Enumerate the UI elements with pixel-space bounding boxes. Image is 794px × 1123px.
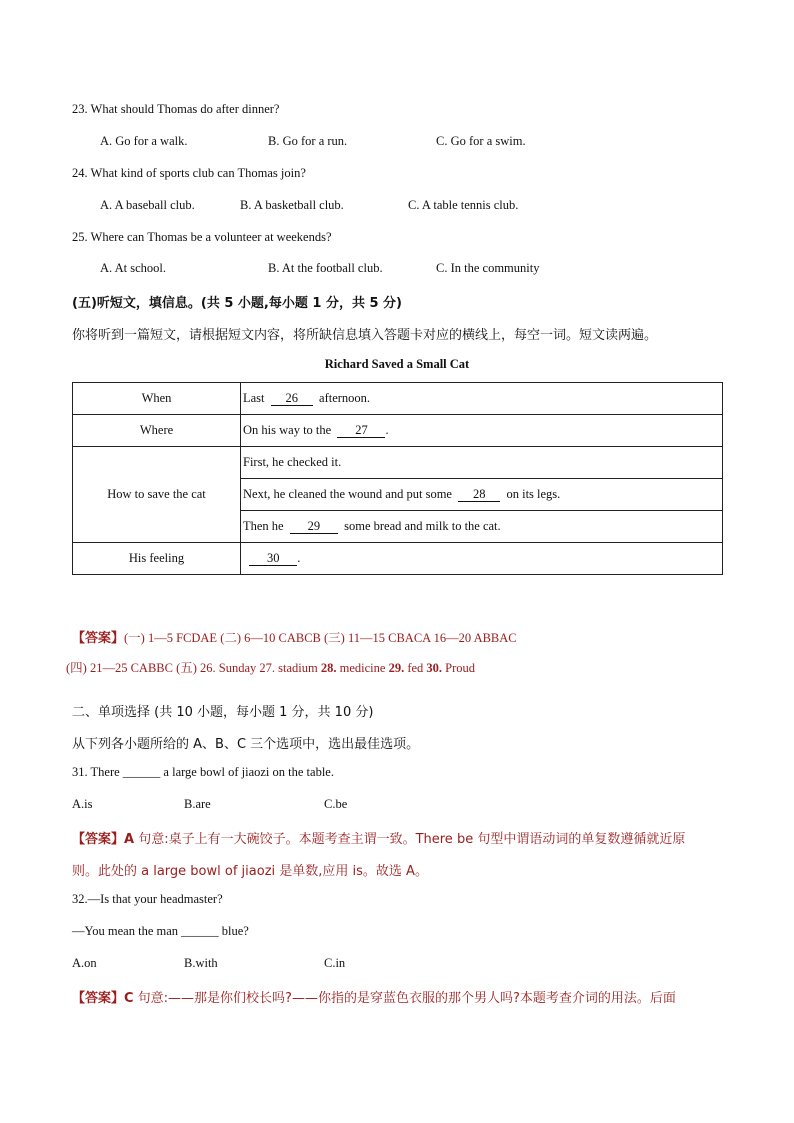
blank-26[interactable]: 26	[271, 392, 313, 406]
q23-option-c: C. Go for a swim.	[436, 134, 526, 148]
answer-tag: 【答案】	[72, 631, 125, 646]
part2-instruction: 从下列各小题所给的 A、B、C 三个选项中，选出最佳选项。	[72, 737, 420, 752]
q23-option-b: B. Go for a run.	[268, 134, 348, 148]
section5-instruction: 你将听到一篇短文，请根据短文内容，将所缺信息填入答题卡对应的横线上，每空一词。短文读两遍。	[72, 328, 658, 343]
info-table	[72, 382, 723, 575]
question-25: 25. Where can Thomas be a volunteer at weekends?	[72, 230, 332, 244]
question-32-line-1: 32.—Is that your headmaster?	[72, 892, 223, 906]
q31-option-b: B.are	[184, 797, 211, 811]
q25-option-a: A. At school.	[100, 261, 166, 275]
q31-option-c: C.be	[324, 797, 348, 811]
question-24: 24. What kind of sports club can Thomas join?	[72, 166, 306, 180]
cell-feeling: 30 .	[241, 543, 723, 575]
label-when: When	[73, 383, 241, 415]
answers-line-2: (四) 21—25 CABBC (五) 26. Sunday 27. stadium 28. medicine 29. fed 30. Proud	[66, 661, 476, 675]
blank-28[interactable]: 28	[458, 488, 500, 502]
q24-option-c: C. A table tennis club.	[408, 198, 519, 212]
cell-how-2: Next, he cleaned the wound and put some 28 on its legs.	[241, 479, 723, 511]
question-23: 23. What should Thomas do after dinner?	[72, 102, 280, 116]
table-row-when	[73, 383, 723, 415]
section5-heading: (五)听短文，填信息。(共 5 小题,每小题 1 分，共 5 分)	[72, 296, 402, 311]
table-row-where	[73, 415, 723, 447]
question-32-line-2: —You mean the man ______ blue?	[72, 924, 249, 938]
label-where: Where	[73, 415, 241, 447]
cell-when: Last 26 afternoon.	[241, 383, 723, 415]
blank-27[interactable]: 27	[337, 424, 385, 438]
q32-option-c: C.in	[324, 956, 346, 970]
table-row-feeling	[73, 543, 723, 575]
q31-option-a: A.is	[72, 797, 93, 811]
answers-line-1: 【答案】(一) 1—5 FCDAE (二) 6—10 CABCB (三) 11—15 CBACA 16—20 ABBAC	[72, 631, 517, 646]
q31-answer-line-2: 则。此处的 a large bowl of jiaozi 是单数,应用 is。故选 A。	[72, 864, 428, 879]
q32-option-b: B.with	[184, 956, 218, 970]
q32-answer-line-1: 【答案】C 句意:——那是你们校长吗?——你指的是穿蓝色衣服的那个男人吗?本题考查介词的用法。后面	[72, 991, 676, 1006]
part2-heading: 二、单项选择 (共 10 小题，每小题 1 分，共 10 分)	[72, 705, 374, 720]
cell-where: On his way to the 27 .	[241, 415, 723, 447]
q24-option-b: B. A basketball club.	[240, 198, 344, 212]
q25-option-b: B. At the football club.	[268, 261, 383, 275]
q31-answer-line-1: 【答案】A 句意:桌子上有一大碗饺子。本题考查主谓一致。There be 句型中谓语动词的单复数遵循就近原	[72, 832, 686, 847]
label-how: How to save the cat	[73, 447, 241, 543]
blank-29[interactable]: 29	[290, 520, 338, 534]
blank-30[interactable]: 30	[249, 552, 297, 566]
table-title: Richard Saved a Small Cat	[324, 357, 470, 371]
cell-how-3: Then he 29 some bread and milk to the cat.	[241, 511, 723, 543]
q24-option-a: A. A baseball club.	[100, 198, 195, 212]
question-31: 31. There ______ a large bowl of jiaozi on the table.	[72, 765, 334, 779]
label-feeling: His feeling	[73, 543, 241, 575]
q25-option-c: C. In the community	[436, 261, 540, 275]
cell-how-1: First, he checked it.	[241, 447, 723, 479]
q32-option-a: A.on	[72, 956, 97, 970]
q23-option-a: A. Go for a walk.	[100, 134, 188, 148]
table-row-how-1	[73, 447, 723, 479]
